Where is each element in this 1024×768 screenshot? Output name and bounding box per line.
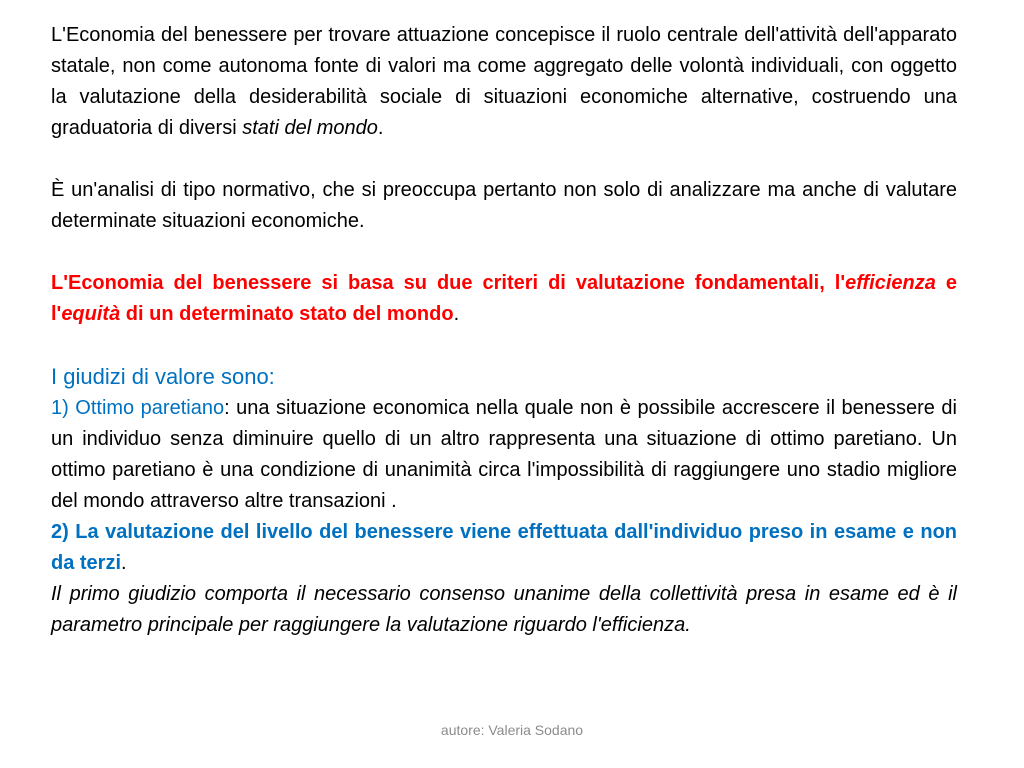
- criteria-efficienza: efficienza: [845, 272, 936, 294]
- paragraph-criteria: [51, 268, 957, 330]
- spacer: [51, 330, 957, 361]
- intro-end: .: [377, 117, 384, 139]
- criteria-equita: equità: [61, 303, 121, 325]
- giudizio-1-text: : una situazione economica nella quale non è possibile accrescere il benessere di un individuo senza diminuire quello di un altro rappresenta una situazione di ottimo paretiano. Un ottimo paretiano è una condizione di unanimità circa l'impossibilità di raggiungere uno stadio migliore del mondo attraverso altre transazioni .: [51, 397, 957, 512]
- conclusion: [51, 579, 957, 641]
- giudizi-heading: I giudizi di valore sono:: [51, 364, 275, 389]
- giudizio-1: [51, 393, 957, 517]
- intro-italic: stati del mondo: [242, 117, 378, 139]
- giudizio-2-text: 2) La valutazione del livello del benessere viene effettuata dall'individuo preso in esame e non da terzi: [51, 521, 957, 574]
- criteria-text-2: e l': [51, 272, 957, 325]
- slide-content: [51, 20, 957, 641]
- criteria-text-1: L'Economia del benessere si basa su due criteri di valutazione fondamentali, l': [51, 272, 846, 294]
- spacer: [51, 144, 957, 175]
- intro-text: L'Economia del benessere per trovare attuazione concepisce il ruolo centrale dell'attività dell'apparato statale, non come autonoma fonte di valori ma come aggregato delle volontà individuali, con oggetto la valutazione della desiderabilità sociale di situazioni economiche alternative, costruendo una graduatoria di diversi: [51, 24, 957, 139]
- criteria-end: .: [453, 303, 460, 325]
- conclusion-text: Il primo giudizio comporta il necessario consenso unanime della collettività presa in esame ed è il parametro principale per raggiungere la valutazione riguardo l'efficienza.: [51, 583, 957, 636]
- giudizio-1-label: 1) Ottimo paretiano: [51, 397, 225, 419]
- footer-author: autore: Valeria Sodano: [440, 722, 584, 738]
- spacer: [51, 237, 957, 268]
- paragraph-normative: È un'analisi di tipo normativo, che si preoccupa pertanto non solo di analizzare ma anche di valutare determinate situazioni economiche.: [51, 179, 957, 232]
- giudizio-2: [51, 517, 957, 579]
- paragraph-intro: [51, 20, 957, 144]
- giudizio-2-end: .: [121, 552, 127, 574]
- criteria-text-3: di un determinato stato del mondo: [120, 303, 454, 325]
